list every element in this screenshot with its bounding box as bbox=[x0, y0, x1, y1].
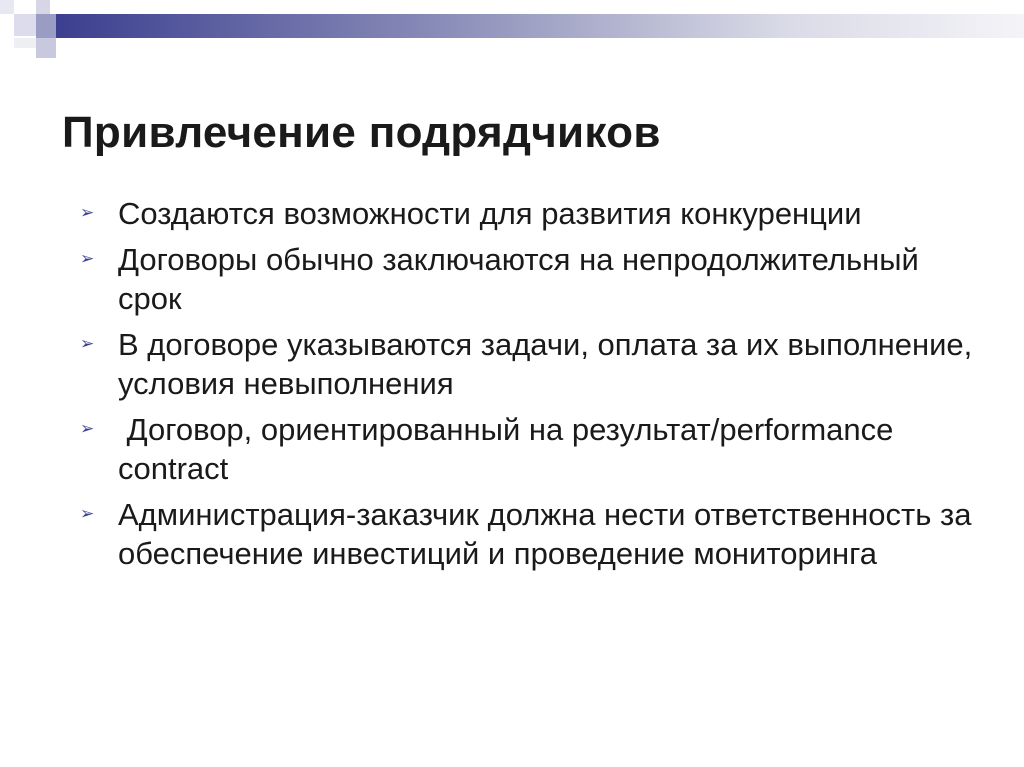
bullet-item bbox=[80, 410, 980, 488]
decor-square bbox=[0, 0, 14, 14]
chevron-right-icon: ➢ bbox=[80, 249, 95, 268]
bullet-text: В договоре указываются задачи, оплата за их выполнение, условия невыполнения bbox=[118, 327, 973, 401]
decor-square bbox=[36, 0, 50, 14]
bullet-text: Создаются возможности для развития конкуренции bbox=[118, 196, 862, 231]
decor-square bbox=[36, 38, 56, 58]
bullet-list bbox=[80, 194, 980, 580]
bullet-text: Администрация-заказчик должна нести ответственность за обеспечение инвестиций и проведение мониторинга bbox=[118, 497, 972, 571]
bullet-item bbox=[80, 495, 980, 573]
chevron-right-icon: ➢ bbox=[80, 419, 95, 438]
chevron-right-icon: ➢ bbox=[80, 504, 95, 523]
bullet-text: Договоры обычно заключаются на непродолжительный срок bbox=[118, 242, 919, 316]
decor-square bbox=[14, 14, 36, 36]
bullet-item bbox=[80, 194, 980, 233]
bullet-item bbox=[80, 325, 980, 403]
bullet-text: Договор, ориентированный на результат/performance contract bbox=[118, 412, 903, 486]
chevron-right-icon: ➢ bbox=[80, 203, 95, 222]
slide-title: Привлечение подрядчиков bbox=[62, 108, 661, 157]
header-band bbox=[56, 14, 1024, 38]
bullet-item bbox=[80, 240, 980, 318]
chevron-right-icon: ➢ bbox=[80, 334, 95, 353]
decor-square bbox=[36, 14, 56, 38]
decor-square bbox=[14, 38, 36, 48]
